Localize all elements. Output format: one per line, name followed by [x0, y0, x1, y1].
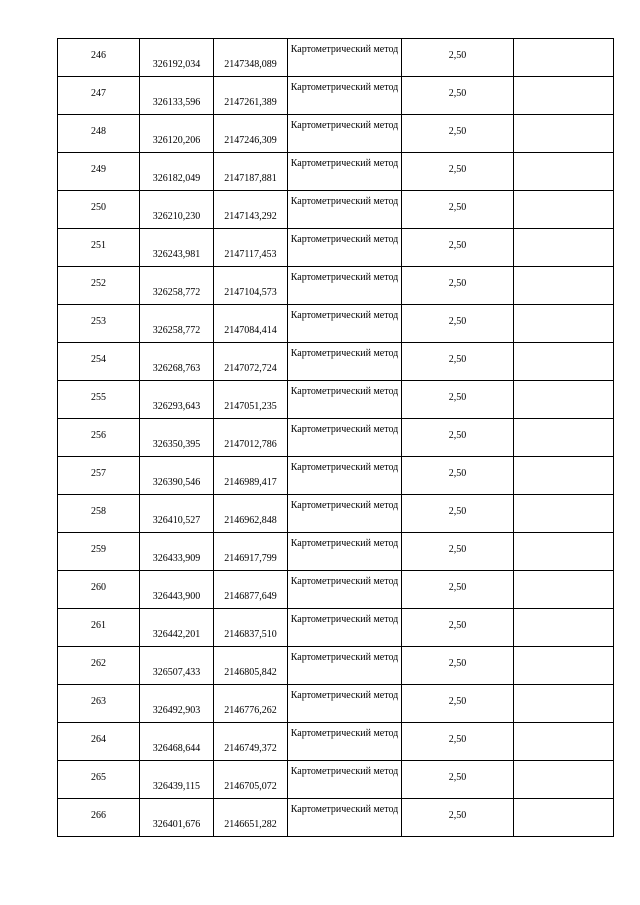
y-coordinate-cell: [214, 419, 288, 457]
accuracy-cell-text: 2,50: [448, 506, 467, 517]
method-cell: [288, 305, 402, 343]
y-coordinate-cell-text: 2147187,881: [224, 173, 277, 184]
point-number-cell: [58, 609, 140, 647]
method-cell: [288, 799, 402, 837]
method-cell: [288, 229, 402, 267]
point-number-cell: [58, 77, 140, 115]
y-coordinate-cell-text: 2147072,724: [224, 363, 277, 374]
point-number-cell-text: 247: [91, 88, 106, 99]
y-coordinate-cell: [214, 77, 288, 115]
accuracy-cell-text: 2,50: [448, 316, 467, 327]
accuracy-cell: [402, 39, 514, 77]
method-cell-text: Картометрический метод: [290, 576, 399, 587]
y-coordinate-cell-text: 2147348,089: [224, 59, 277, 70]
point-number-cell: [58, 457, 140, 495]
point-number-cell-text: 260: [91, 582, 106, 593]
method-cell-text: Картометрический метод: [290, 120, 399, 131]
point-number-cell: [58, 533, 140, 571]
x-coordinate-cell: [140, 191, 214, 229]
y-coordinate-cell: [214, 381, 288, 419]
point-number-cell: [58, 115, 140, 153]
y-coordinate-cell: [214, 571, 288, 609]
x-coordinate-cell: [140, 761, 214, 799]
point-number-cell-text: 265: [91, 772, 106, 783]
table-row: [58, 533, 614, 571]
y-coordinate-cell-text: 2146705,072: [224, 781, 277, 792]
note-cell: [514, 153, 614, 191]
note-cell: [514, 229, 614, 267]
table-row: [58, 799, 614, 837]
point-number-cell-text: 263: [91, 696, 106, 707]
point-number-cell: [58, 685, 140, 723]
accuracy-cell: [402, 153, 514, 191]
table-row: [58, 191, 614, 229]
accuracy-cell-text: 2,50: [448, 50, 467, 61]
accuracy-cell: [402, 191, 514, 229]
note-cell: [514, 571, 614, 609]
method-cell: [288, 191, 402, 229]
note-cell: [514, 647, 614, 685]
accuracy-cell-text: 2,50: [448, 772, 467, 783]
method-cell: [288, 609, 402, 647]
point-number-cell: [58, 267, 140, 305]
point-number-cell-text: 248: [91, 126, 106, 137]
point-number-cell: [58, 153, 140, 191]
accuracy-cell: [402, 533, 514, 571]
accuracy-cell-text: 2,50: [448, 126, 467, 137]
x-coordinate-cell: [140, 723, 214, 761]
table-row: [58, 115, 614, 153]
point-number-cell: [58, 343, 140, 381]
note-cell: [514, 761, 614, 799]
y-coordinate-cell-text: 2147104,573: [224, 287, 277, 298]
method-cell: [288, 647, 402, 685]
accuracy-cell: [402, 495, 514, 533]
note-cell: [514, 191, 614, 229]
accuracy-cell: [402, 115, 514, 153]
x-coordinate-cell-text: 326390,546: [152, 477, 201, 488]
note-cell: [514, 609, 614, 647]
y-coordinate-cell: [214, 267, 288, 305]
note-cell: [514, 381, 614, 419]
x-coordinate-cell-text: 326293,643: [152, 401, 201, 412]
coordinates-table: [57, 38, 614, 837]
y-coordinate-cell-text: 2147246,309: [224, 135, 277, 146]
accuracy-cell-text: 2,50: [448, 696, 467, 707]
point-number-cell: [58, 305, 140, 343]
y-coordinate-cell-text: 2146651,282: [224, 819, 277, 830]
x-coordinate-cell: [140, 381, 214, 419]
point-number-cell-text: 261: [91, 620, 106, 631]
x-coordinate-cell-text: 326350,395: [152, 439, 201, 450]
x-coordinate-cell: [140, 39, 214, 77]
point-number-cell: [58, 191, 140, 229]
point-number-cell-text: 262: [91, 658, 106, 669]
table-row: [58, 685, 614, 723]
y-coordinate-cell: [214, 685, 288, 723]
table-row: [58, 267, 614, 305]
x-coordinate-cell-text: 326439,115: [152, 781, 201, 792]
method-cell-text: Картометрический метод: [290, 766, 399, 777]
y-coordinate-cell-text: 2146962,848: [224, 515, 277, 526]
x-coordinate-cell-text: 326133,596: [152, 97, 201, 108]
x-coordinate-cell: [140, 153, 214, 191]
method-cell-text: Картометрический метод: [290, 310, 399, 321]
method-cell: [288, 457, 402, 495]
table-row: [58, 381, 614, 419]
x-coordinate-cell: [140, 647, 214, 685]
x-coordinate-cell: [140, 77, 214, 115]
y-coordinate-cell: [214, 39, 288, 77]
point-number-cell: [58, 761, 140, 799]
note-cell: [514, 685, 614, 723]
method-cell-text: Картометрический метод: [290, 234, 399, 245]
method-cell-text: Картометрический метод: [290, 690, 399, 701]
note-cell: [514, 115, 614, 153]
y-coordinate-cell-text: 2147051,235: [224, 401, 277, 412]
x-coordinate-cell: [140, 685, 214, 723]
y-coordinate-cell-text: 2146749,372: [224, 743, 277, 754]
note-cell: [514, 305, 614, 343]
y-coordinate-cell-text: 2146877,649: [224, 591, 277, 602]
accuracy-cell-text: 2,50: [448, 354, 467, 365]
point-number-cell: [58, 495, 140, 533]
table-row: [58, 609, 614, 647]
accuracy-cell: [402, 647, 514, 685]
x-coordinate-cell-text: 326442,201: [152, 629, 201, 640]
method-cell-text: Картометрический метод: [290, 424, 399, 435]
method-cell-text: Картометрический метод: [290, 82, 399, 93]
accuracy-cell: [402, 761, 514, 799]
note-cell: [514, 457, 614, 495]
note-cell: [514, 723, 614, 761]
x-coordinate-cell: [140, 609, 214, 647]
method-cell-text: Картометрический метод: [290, 386, 399, 397]
x-coordinate-cell-text: 326258,772: [152, 325, 201, 336]
accuracy-cell: [402, 305, 514, 343]
x-coordinate-cell: [140, 115, 214, 153]
table-row: [58, 229, 614, 267]
y-coordinate-cell-text: 2147084,414: [224, 325, 277, 336]
table-row: [58, 419, 614, 457]
point-number-cell: [58, 229, 140, 267]
method-cell: [288, 267, 402, 305]
method-cell-text: Картометрический метод: [290, 614, 399, 625]
x-coordinate-cell-text: 326401,676: [152, 819, 201, 830]
accuracy-cell-text: 2,50: [448, 658, 467, 669]
y-coordinate-cell: [214, 343, 288, 381]
y-coordinate-cell: [214, 115, 288, 153]
point-number-cell-text: 254: [91, 354, 106, 365]
x-coordinate-cell: [140, 457, 214, 495]
y-coordinate-cell: [214, 609, 288, 647]
note-cell: [514, 39, 614, 77]
y-coordinate-cell: [214, 457, 288, 495]
point-number-cell: [58, 723, 140, 761]
note-cell: [514, 419, 614, 457]
x-coordinate-cell-text: 326243,981: [152, 249, 201, 260]
point-number-cell: [58, 419, 140, 457]
accuracy-cell: [402, 685, 514, 723]
coordinates-table-body: [58, 39, 614, 837]
x-coordinate-cell: [140, 419, 214, 457]
accuracy-cell-text: 2,50: [448, 582, 467, 593]
point-number-cell-text: 259: [91, 544, 106, 555]
x-coordinate-cell-text: 326492,903: [152, 705, 201, 716]
y-coordinate-cell: [214, 647, 288, 685]
point-number-cell: [58, 381, 140, 419]
y-coordinate-cell: [214, 495, 288, 533]
table-row: [58, 39, 614, 77]
table-row: [58, 495, 614, 533]
y-coordinate-cell-text: 2146989,417: [224, 477, 277, 488]
method-cell-text: Картометрический метод: [290, 538, 399, 549]
y-coordinate-cell: [214, 723, 288, 761]
y-coordinate-cell-text: 2147143,292: [224, 211, 277, 222]
x-coordinate-cell-text: 326468,644: [152, 743, 201, 754]
table-row: [58, 343, 614, 381]
x-coordinate-cell: [140, 305, 214, 343]
method-cell: [288, 723, 402, 761]
y-coordinate-cell-text: 2146805,842: [224, 667, 277, 678]
point-number-cell-text: 264: [91, 734, 106, 745]
method-cell: [288, 343, 402, 381]
accuracy-cell: [402, 609, 514, 647]
accuracy-cell-text: 2,50: [448, 240, 467, 251]
x-coordinate-cell: [140, 229, 214, 267]
method-cell-text: Картометрический метод: [290, 44, 399, 55]
y-coordinate-cell: [214, 799, 288, 837]
x-coordinate-cell-text: 326192,034: [152, 59, 201, 70]
method-cell: [288, 495, 402, 533]
accuracy-cell: [402, 229, 514, 267]
y-coordinate-cell-text: 2147012,786: [224, 439, 277, 450]
method-cell-text: Картометрический метод: [290, 158, 399, 169]
x-coordinate-cell-text: 326433,909: [152, 553, 201, 564]
method-cell: [288, 381, 402, 419]
x-coordinate-cell: [140, 343, 214, 381]
accuracy-cell: [402, 77, 514, 115]
method-cell: [288, 761, 402, 799]
x-coordinate-cell: [140, 571, 214, 609]
y-coordinate-cell: [214, 533, 288, 571]
accuracy-cell-text: 2,50: [448, 620, 467, 631]
note-cell: [514, 495, 614, 533]
x-coordinate-cell-text: 326443,900: [152, 591, 201, 602]
note-cell: [514, 533, 614, 571]
method-cell-text: Картометрический метод: [290, 804, 399, 815]
note-cell: [514, 799, 614, 837]
y-coordinate-cell-text: 2146917,799: [224, 553, 277, 564]
table-row: [58, 77, 614, 115]
note-cell: [514, 343, 614, 381]
table-row: [58, 153, 614, 191]
point-number-cell-text: 253: [91, 316, 106, 327]
point-number-cell-text: 246: [91, 50, 106, 61]
method-cell: [288, 533, 402, 571]
point-number-cell-text: 266: [91, 810, 106, 821]
x-coordinate-cell-text: 326507,433: [152, 667, 201, 678]
accuracy-cell-text: 2,50: [448, 544, 467, 555]
point-number-cell-text: 252: [91, 278, 106, 289]
x-coordinate-cell-text: 326210,230: [152, 211, 201, 222]
accuracy-cell: [402, 419, 514, 457]
accuracy-cell: [402, 381, 514, 419]
y-coordinate-cell-text: 2147117,453: [224, 249, 277, 260]
accuracy-cell-text: 2,50: [448, 88, 467, 99]
accuracy-cell-text: 2,50: [448, 734, 467, 745]
method-cell-text: Картометрический метод: [290, 728, 399, 739]
point-number-cell-text: 255: [91, 392, 106, 403]
accuracy-cell-text: 2,50: [448, 278, 467, 289]
method-cell: [288, 419, 402, 457]
table-row: [58, 723, 614, 761]
method-cell-text: Картометрический метод: [290, 500, 399, 511]
method-cell: [288, 115, 402, 153]
accuracy-cell-text: 2,50: [448, 810, 467, 821]
x-coordinate-cell: [140, 495, 214, 533]
accuracy-cell: [402, 457, 514, 495]
note-cell: [514, 267, 614, 305]
accuracy-cell-text: 2,50: [448, 202, 467, 213]
point-number-cell-text: 251: [91, 240, 106, 251]
method-cell-text: Картометрический метод: [290, 652, 399, 663]
point-number-cell: [58, 571, 140, 609]
accuracy-cell-text: 2,50: [448, 430, 467, 441]
table-row: [58, 761, 614, 799]
method-cell-text: Картометрический метод: [290, 272, 399, 283]
x-coordinate-cell-text: 326120,206: [152, 135, 201, 146]
method-cell-text: Картометрический метод: [290, 348, 399, 359]
y-coordinate-cell-text: 2146776,262: [224, 705, 277, 716]
y-coordinate-cell: [214, 305, 288, 343]
accuracy-cell-text: 2,50: [448, 392, 467, 403]
y-coordinate-cell-text: 2146837,510: [224, 629, 277, 640]
table-row: [58, 457, 614, 495]
x-coordinate-cell: [140, 267, 214, 305]
y-coordinate-cell-text: 2147261,389: [224, 97, 277, 108]
method-cell: [288, 39, 402, 77]
point-number-cell-text: 250: [91, 202, 106, 213]
point-number-cell-text: 257: [91, 468, 106, 479]
point-number-cell: [58, 799, 140, 837]
y-coordinate-cell: [214, 761, 288, 799]
note-cell: [514, 77, 614, 115]
accuracy-cell: [402, 799, 514, 837]
method-cell: [288, 571, 402, 609]
table-row: [58, 647, 614, 685]
point-number-cell-text: 258: [91, 506, 106, 517]
method-cell: [288, 685, 402, 723]
table-row: [58, 571, 614, 609]
x-coordinate-cell-text: 326268,763: [152, 363, 201, 374]
x-coordinate-cell: [140, 533, 214, 571]
point-number-cell: [58, 39, 140, 77]
x-coordinate-cell-text: 326258,772: [152, 287, 201, 298]
x-coordinate-cell: [140, 799, 214, 837]
table-row: [58, 305, 614, 343]
accuracy-cell: [402, 723, 514, 761]
point-number-cell: [58, 647, 140, 685]
method-cell: [288, 153, 402, 191]
x-coordinate-cell-text: 326182,049: [152, 173, 201, 184]
accuracy-cell-text: 2,50: [448, 468, 467, 479]
x-coordinate-cell-text: 326410,527: [152, 515, 201, 526]
accuracy-cell: [402, 267, 514, 305]
method-cell-text: Картометрический метод: [290, 196, 399, 207]
y-coordinate-cell: [214, 191, 288, 229]
method-cell-text: Картометрический метод: [290, 462, 399, 473]
accuracy-cell-text: 2,50: [448, 164, 467, 175]
accuracy-cell: [402, 571, 514, 609]
method-cell: [288, 77, 402, 115]
point-number-cell-text: 256: [91, 430, 106, 441]
y-coordinate-cell: [214, 153, 288, 191]
point-number-cell-text: 249: [91, 164, 106, 175]
accuracy-cell: [402, 343, 514, 381]
y-coordinate-cell: [214, 229, 288, 267]
